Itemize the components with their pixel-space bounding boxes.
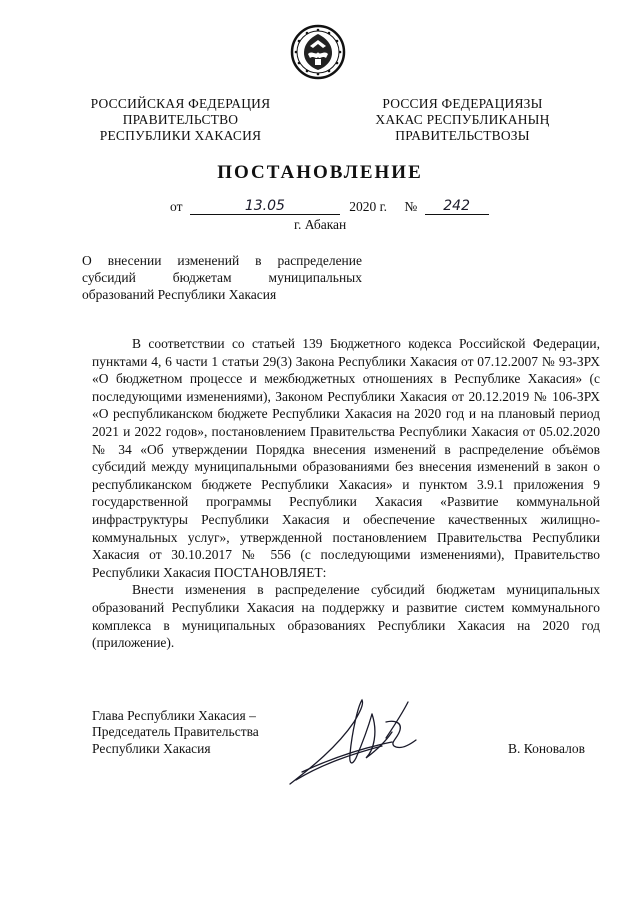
year-label: 2020 г. [349, 199, 387, 214]
signatory-position [92, 708, 292, 757]
position-line: Республики Хакасия [92, 740, 211, 756]
subject-line: субсидий бюджетам муниципальных [82, 270, 362, 285]
body-paragraph: Внести изменения в распределение субсидий бюджетам муниципальных образований Республики Хакасия на поддержку и развитие систем коммунального комплекса в муниципальных образованиях Республики Хакасия на 2020 год (приложение). [92, 582, 600, 651]
date-field [190, 200, 340, 215]
header-right-line: ХАКАС РЕСПУБЛИКАНЫҢ [375, 112, 550, 127]
header-left [78, 96, 283, 144]
handwritten-date: 13.05 [244, 198, 285, 214]
date-number-line [170, 199, 500, 215]
page-title: ПОСТАНОВЛЕНИЕ [217, 162, 423, 183]
city-label: г. Абакан [294, 217, 347, 232]
body-text [92, 335, 600, 652]
position-line: Глава Республики Хакасия – [92, 708, 256, 723]
header-left-line: РЕСПУБЛИКИ ХАКАСИЯ [99, 128, 262, 143]
handwritten-signature-icon [282, 692, 432, 792]
header-left-line: РОССИЙСКАЯ ФЕДЕРАЦИЯ [90, 96, 271, 111]
subject-line: образований Республики Хакасия [82, 287, 277, 302]
position-line: Председатель Правительства [92, 724, 259, 740]
body-paragraph: В соответствии со статьей 139 Бюджетного кодекса Российской Федерации, пунктами 4, 6 части 1 статьи 29(3) Закона Республики Хакасия от 07.12.2007 № 93-ЗРХ «О бюджетном процессе и межбюджетных отношениях в Республике Хакасия» (с последующими изменениями), Законом Республики Хакасия от 20.12.2019 № 106-ЗРХ «О республиканском бюджете Республики Хакасия на 2020 год и на плановый период 2021 и 2022 годов», постановлением Правительства Республики Хакасия от 05.02.2020 № 34 «Об утверждении Порядка внесения изменений в распределение объёмов субсидий между муниципальными образованиями без внесения изменений в закон о республиканском бюджете Республики Хакасия» и пунктом 3.9.1 приложения 9 государственной программы Республики Хакасия «Развитие коммунальной инфраструктуры Республики Хакасия и обеспечение качественных жилищно-коммунальных услуг», утвержденной постановлением Правительства Республики Хакасия от 30.10.2017 № 556 (с последующими изменениями), Правительство Республики Хакасия ПОСТАНОВЛЯЕТ: [92, 336, 600, 580]
subject-line: О внесении изменений в распределение [82, 253, 362, 268]
number-field [425, 200, 489, 215]
header-left-line: ПРАВИТЕЛЬСТВО [122, 112, 239, 127]
header-right-line: РОССИЯ ФЕДЕРАЦИЯЗЫ [382, 96, 543, 111]
subject-block [82, 252, 362, 303]
header-right-line: ПРАВИТЕЛЬСТВОЗЫ [395, 128, 530, 143]
coat-of-arms-icon [290, 24, 346, 80]
handwritten-number: 242 [443, 198, 470, 214]
number-label: № [404, 199, 418, 214]
from-label: от [170, 199, 183, 214]
header-right [360, 96, 565, 144]
signatory-name: В. Коновалов [508, 741, 585, 756]
